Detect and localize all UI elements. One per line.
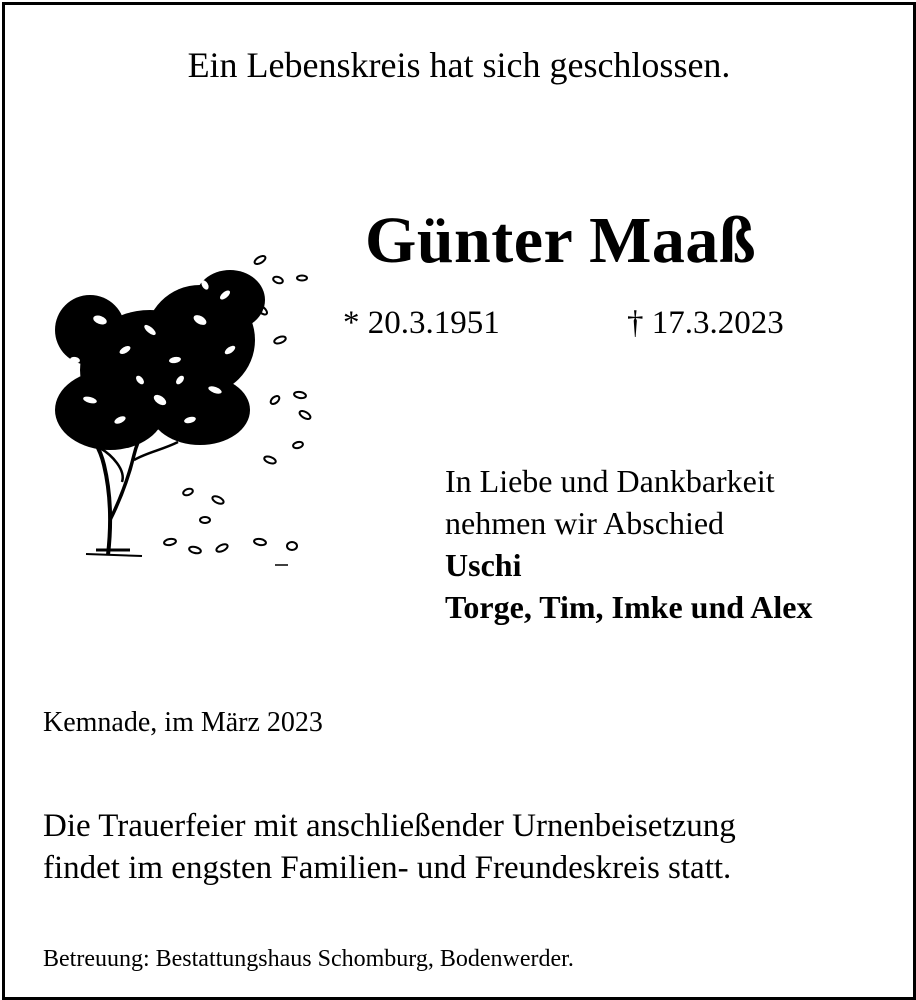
mourner-name: Uschi: [445, 547, 522, 583]
ceremony-line: Die Trauerfeier mit anschließender Urnenbeisetzung: [43, 808, 736, 844]
funeral-home-credit: Betreuung: Bestattungshaus Schomburg, Bodenwerder.: [43, 946, 574, 972]
ceremony-line: findet im engsten Familien- und Freundeskreis statt.: [43, 850, 732, 886]
obituary-notice: [2, 2, 916, 1000]
intro-line: Ein Lebenskreis hat sich geschlossen.: [187, 45, 731, 85]
birth-date: * 20.3.1951: [343, 305, 500, 341]
deceased-name: Günter Maaß: [365, 204, 757, 277]
death-date: † 17.3.2023: [627, 305, 784, 341]
ceremony-info: [43, 805, 736, 889]
tree-with-blowing-leaves-icon: [30, 220, 330, 570]
mourning-line: In Liebe und Dankbarkeit: [445, 463, 775, 499]
mourner-names: Torge, Tim, Imke und Alex: [445, 589, 813, 625]
mourning-line: nehmen wir Abschied: [445, 505, 725, 541]
place-date: Kemnade, im März 2023: [43, 707, 323, 738]
mourning-block: [445, 460, 812, 628]
